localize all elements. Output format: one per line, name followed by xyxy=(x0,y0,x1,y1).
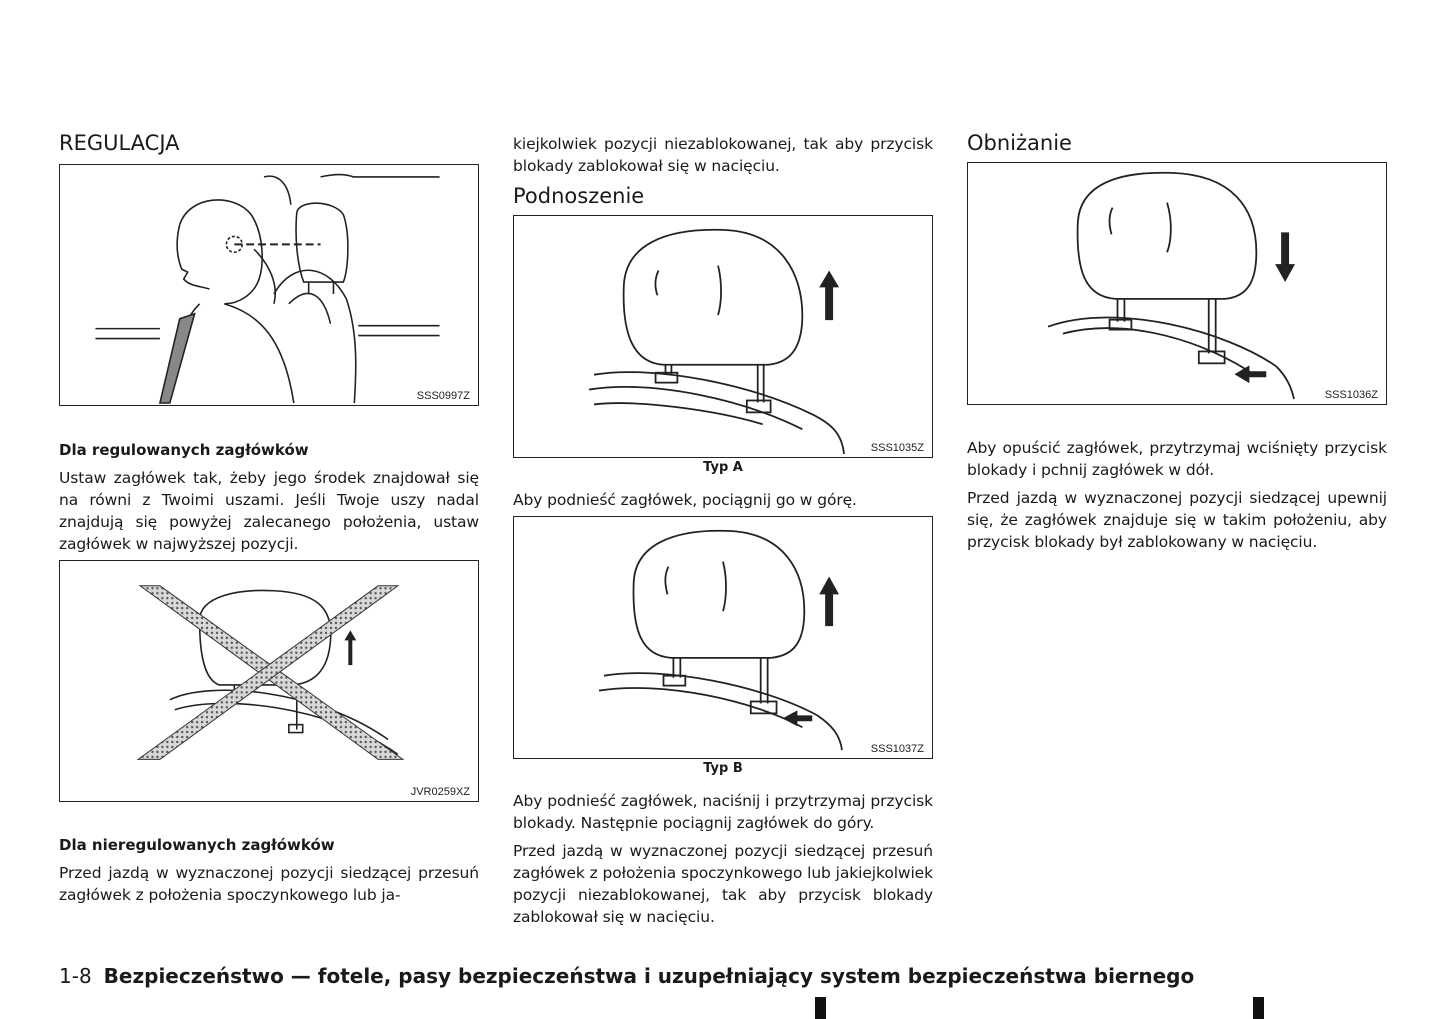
headrest-type-a-illustration xyxy=(514,216,932,457)
paragraph-lowering-2: Przed jazdą w wyznaczonej pozycji siedzącej upewnij się, że zagłówek znajduje się w takim położeniu, aby przycisk blokady był zablokowany w nacięciu. xyxy=(967,489,1387,551)
figure-code: SSS1035Z xyxy=(870,442,924,454)
print-mark-right xyxy=(1253,997,1264,1019)
figure-code: SSS1037Z xyxy=(870,743,924,755)
paragraph-adjustable: Ustaw zagłówek tak, żeby jego środek znajdował się na równi z Twoimi uszami. Jeśli Twoje uszy nadal znajdują się powyżej zalecanego położenia, ustaw zagłówek w najwyższej pozycji. xyxy=(59,469,479,553)
subheading-nonadjustable: Dla nieregulowanych zagłówków xyxy=(59,836,335,854)
section-heading-obnizanie: Obniżanie xyxy=(967,131,1072,155)
paragraph-nonadjustable: Przed jazdą w wyznaczonej pozycji siedzącej przesuń zagłówek z położenia spoczynkowego lub ja- xyxy=(59,864,479,904)
figure-code: JVR0259XZ xyxy=(410,786,470,798)
subheading-adjustable: Dla regulowanych zagłówków xyxy=(59,441,309,459)
caption-type-a: Typ A xyxy=(703,460,743,475)
section-heading-podnoszenie: Podnoszenie xyxy=(513,184,645,208)
print-mark-left xyxy=(815,997,826,1019)
paragraph-lowering-1: Aby opuścić zagłówek, przytrzymaj wciśnięty przycisk blokady i pchnij zagłówek w dół. xyxy=(967,439,1387,479)
paragraph-type-b-2: Przed jazdą w wyznaczonej pozycji siedzącej przesuń zagłówek z położenia spoczynkowego lub jakiejkolwiek pozycji niezablokowanej, tak aby przycisk blokady zablokował się w nacięciu. xyxy=(513,842,933,926)
crossed-headrest-illustration xyxy=(60,561,478,801)
figure-lowering xyxy=(967,162,1387,405)
figure-type-a xyxy=(513,215,933,458)
section-heading-regulacja: REGULACJA xyxy=(59,131,180,155)
headrest-lowering-illustration xyxy=(968,163,1386,404)
paragraph-continued: kiejkolwiek pozycji niezablokowanej, tak aby przycisk blokady zablokował się w nacięciu. xyxy=(513,135,933,175)
paragraph-type-a: Aby podnieść zagłówek, pociągnij go w górę. xyxy=(513,491,857,509)
figure-code: SSS1036Z xyxy=(1324,389,1378,401)
page-footer xyxy=(59,964,1194,988)
figure-type-b xyxy=(513,516,933,759)
headrest-type-b-illustration xyxy=(514,517,932,758)
chapter-title: Bezpieczeństwo — fotele, pasy bezpieczeństwa i uzupełniający system bezpieczeństwa biernego xyxy=(103,964,1195,988)
figure-code: SSS0997Z xyxy=(416,390,470,402)
driver-headrest-illustration xyxy=(60,165,478,405)
caption-type-b: Typ B xyxy=(703,761,743,776)
figure-driver-headrest xyxy=(59,164,479,406)
page-number: 1-8 xyxy=(59,964,92,988)
figure-headrest-crossed xyxy=(59,560,479,802)
paragraph-type-b-1: Aby podnieść zagłówek, naciśnij i przytrzymaj przycisk blokady. Następnie pociągnij zagłówek do góry. xyxy=(513,792,933,832)
